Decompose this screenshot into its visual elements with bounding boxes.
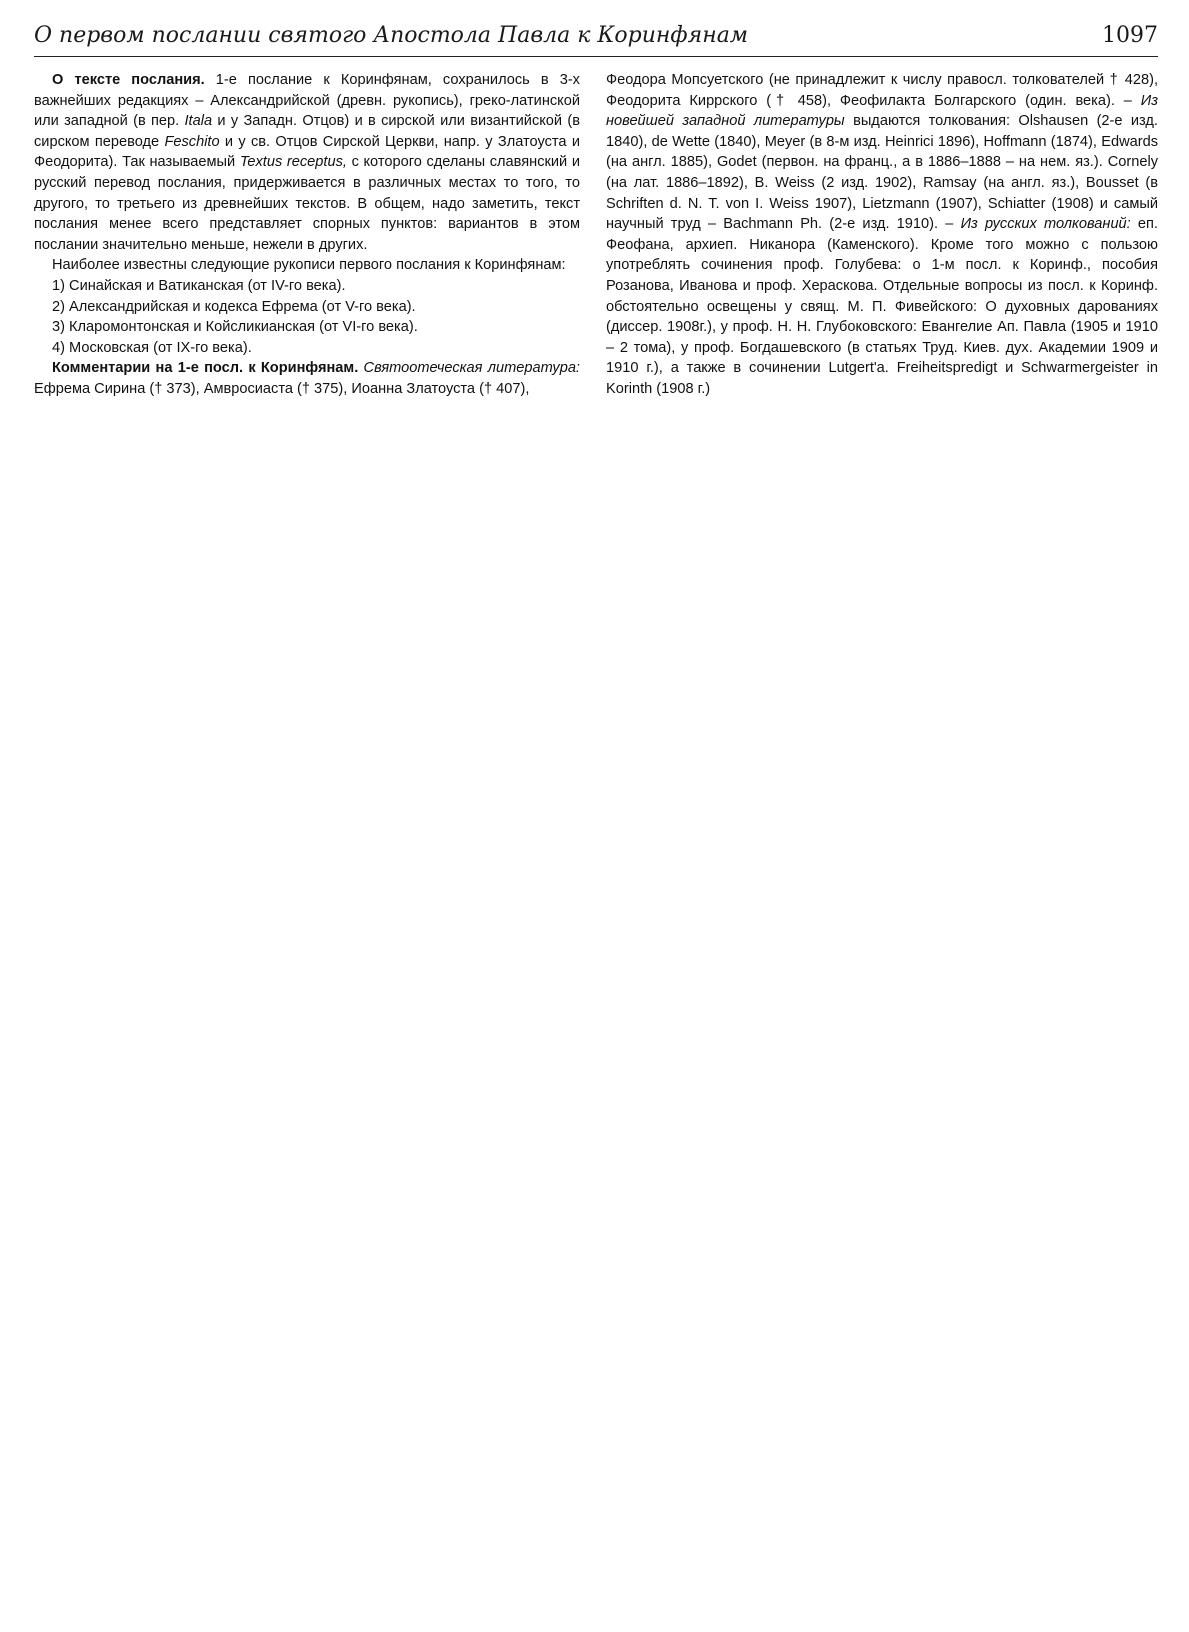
italic-term: Textus receptus, xyxy=(239,154,347,171)
body-text: Феодора Мопсуетского (не принадлежит к числу правосл. толкователей † 428), Феодорита Киррского († 458), Феофилакта Болгарского (один. века). – xyxy=(606,72,1158,109)
italic-term: Из новейшей западной литературы xyxy=(606,92,1158,130)
list-item: 1) Синайская и Ватиканская (от IV-го века). xyxy=(52,277,346,294)
left-column xyxy=(34,70,580,400)
paragraph-manuscripts-intro: Наиболее известны следующие рукописи первого послания к Коринфянам: xyxy=(52,257,566,274)
section-heading: О тексте послания. xyxy=(52,72,205,88)
list-item: 2) Александрийская и кодекса Ефрема (от V-го века). xyxy=(52,298,416,315)
body-text: Ефрема Сирина († 373), Амвросиаста († 375), Иоанна Златоуста († 407), xyxy=(34,380,530,397)
body-text: еп. Феофана, архиеп. Никанора (Каменского). Кроме того можно с пользою употреблять сочинения проф. Голубева: о 1-м посл. к Коринф., пособия Розанова, Иванова и проф. Хераскова. Отдельные вопросы из посл. к Коринф. обстоятельно освещены у свящ. М. П. Фивейского: О духовных дарованиях (диссер. 1908г.), у проф. Н. Н. Глубоковского: Евангелие Ап. Павла (1905 и 1910 – 2 тома), у проф. Богдашевского (в статьях Труд. Киев. дух. Академии 1909 и 1910 г.), а также в сочинении Lutgert'a. Freiheitspredigt и Schwarmergeister in Korinth (1908 г.) xyxy=(606,216,1158,397)
italic-term: Из русских толкований: xyxy=(960,216,1131,233)
body-text: и у св. Отцов Сирской Церкви, напр. у Златоуста и Феодорита). Так называемый xyxy=(34,133,581,171)
section-heading: Комментарии на 1-е посл. к Коринфянам. xyxy=(52,360,359,377)
list-item: 4) Московская (от IX-го века). xyxy=(52,339,252,356)
body-text: выдаются толкования: Olshausen (2-е изд. 1840), de Wette (1840), Meyer (в 8-м изд. Heinrici 1896), Hoffmann (1874), Edwards (на англ. 1885), Godet (первон. на франц., а в 1886–1888 – на нем. яз.). Cornely (на лат. 1886–1892), B. Weiss (2 изд. 1902), Ramsay (на англ. яз.), Bousset (в Schriften d. N. T. von I. Weiss 1907), Lietzmann (1907), Schiatter (1908) и самый научный труд – Bachmann Ph. (2-е изд. 1910). – xyxy=(606,113,1158,233)
body-text: с которого сделаны славянский и русский перевод послания, придерживается в различных местах то того, то другого, то третьего из древнейших текстов. В общем, надо заметить, текст послания менее всего представляет спорных пунктов: вариантов в этом послании значительно меньше, нежели в других. xyxy=(34,154,580,253)
page-header xyxy=(34,22,1158,57)
page-number: 1097 xyxy=(1102,23,1158,48)
list-item: 3) Кларомонтонская и Койсликианская (от VI-го века). xyxy=(52,319,418,336)
italic-term: Святоотеческая литература: xyxy=(358,360,580,377)
paragraph-text-of-epistle xyxy=(34,70,580,255)
right-column xyxy=(606,70,1158,400)
paragraph-commentaries-continued xyxy=(606,70,1158,400)
italic-term: Itala xyxy=(184,113,213,130)
body-text: 1-е послание к Коринфянам, сохранилось в 3-х важнейших редакциях – Александрийской (древн. рукопись), греко-латинской или западной (в пер. xyxy=(34,72,580,130)
body-text: и у Западн. Отцов) и в сирской или византийской (в сирском переводе xyxy=(34,113,580,150)
running-title: О первом послании святого Апостола Павла к Коринфянам xyxy=(34,23,749,48)
paragraph-commentaries xyxy=(34,358,580,399)
italic-term: Feschito xyxy=(164,133,220,150)
